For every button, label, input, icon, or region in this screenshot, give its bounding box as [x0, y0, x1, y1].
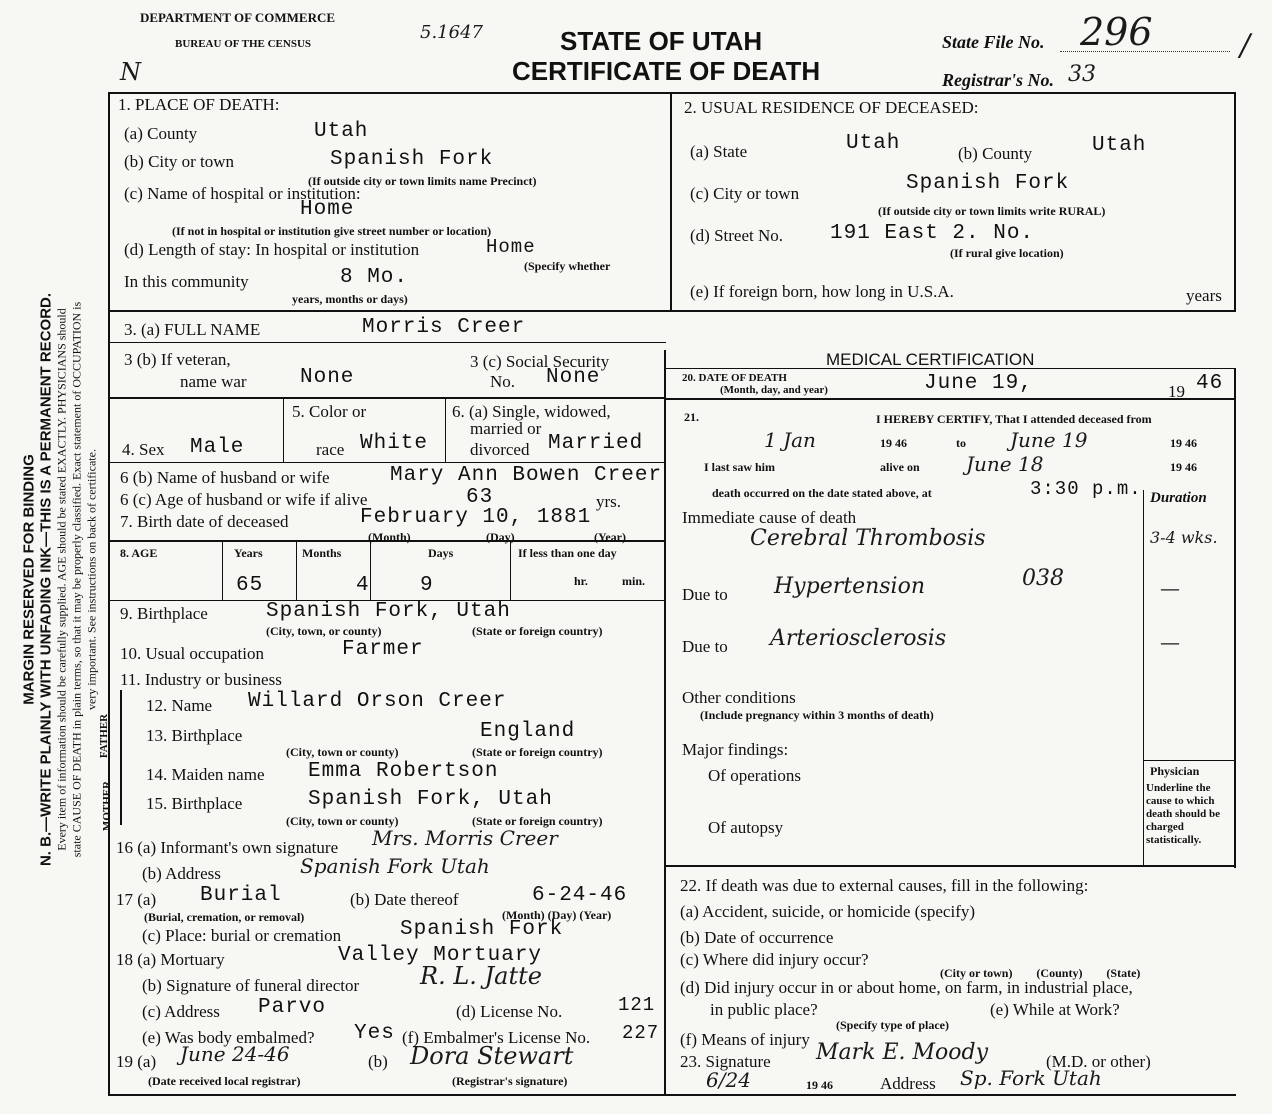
due1-code: 038: [1022, 566, 1064, 591]
attended-to-label: to: [956, 436, 966, 450]
autopsy-label: Of autopsy: [708, 818, 784, 837]
attended-from: 1 Jan: [764, 428, 816, 452]
community-note: years, months or days): [292, 292, 408, 306]
due1-label: Due to: [682, 585, 728, 604]
stay-value: Home: [486, 236, 536, 258]
signature-label: 23. Signature: [680, 1052, 771, 1071]
certify-text: I HEREBY CERTIFY, That I attended deceased from: [876, 412, 1152, 426]
res-state-value: Utah: [846, 132, 901, 155]
margin-line-2: Every item of information should be carefully supplied. AGE should be stated EXACTLY. PHYSICIANS should: [54, 308, 69, 851]
res-street-label: (d) Street No.: [690, 226, 784, 245]
stay-label: (d) Length of stay: In hospital or institution: [124, 240, 420, 259]
dod-label-2: (Month, day, and year): [720, 384, 828, 396]
spouse-age-yrs: yrs.: [596, 492, 622, 511]
res-city-value: Spanish Fork: [906, 172, 1070, 195]
director-signature: R. L. Jatte: [420, 962, 542, 990]
certificate-title: CERTIFICATE OF DEATH: [512, 56, 821, 86]
county-label: (a) County: [124, 124, 198, 143]
res-foreign-label: (e) If foreign born, how long in U.S.A.: [690, 282, 954, 301]
veteran-label-2: name war: [180, 372, 247, 391]
registrar-signature: Dora Stewart: [410, 1042, 574, 1070]
informant-signature: Mrs. Morris Creer: [372, 826, 558, 850]
age-years-value: 65: [236, 574, 264, 597]
occurred-label: death occurred on the date stated above, at: [712, 486, 932, 500]
row-rule-3: [108, 397, 666, 399]
hospital-note: (If not in hospital or institution give street number or location): [172, 224, 492, 238]
fd-address-value: Parvo: [258, 996, 327, 1019]
other-label: Other conditions: [682, 688, 796, 707]
age-months-value: 4: [356, 574, 370, 597]
state-title: STATE OF UTAH: [560, 26, 763, 56]
birthdate-day: (Day): [486, 530, 515, 544]
ss-label-2: No.: [490, 372, 516, 391]
license-value: 121: [618, 994, 656, 1016]
due1-dash: —: [1160, 576, 1180, 600]
res-city-note: (If outside city or town limits write RURAL): [878, 204, 1106, 218]
physician-signature: Mark E. Moody: [816, 1040, 989, 1065]
res-county-label: (b) County: [958, 144, 1033, 163]
dod-value: June 19,: [924, 372, 1033, 395]
mortuary-label: 18 (a) Mortuary: [116, 950, 225, 969]
dod-year-value: 46: [1196, 372, 1224, 395]
registrar-no: 33: [1068, 62, 1096, 87]
margin-line-4: very important. See instructions on back of certificate.: [84, 449, 99, 710]
medical-heading: MEDICAL CERTIFICATION: [826, 350, 1035, 369]
accident-label: (a) Accident, suicide, or homicide (specify): [680, 902, 976, 921]
birthplace-note-1: (City, town, or county): [266, 624, 382, 638]
age-col-4: [510, 541, 511, 601]
certify-number: 21.: [684, 410, 699, 424]
color-value: White: [360, 432, 429, 455]
father-bp-label: 13. Birthplace: [146, 726, 243, 745]
community-value: 8 Mo.: [340, 266, 409, 289]
received-value: June 24-46: [180, 1042, 290, 1066]
fullname-label: 3. (a) FULL NAME: [124, 320, 261, 339]
other-note: (Include pregnancy within 3 months of death): [700, 708, 934, 722]
immediate-label: Immediate cause of death: [682, 508, 857, 527]
spouse-value: Mary Ann Bowen Creer: [390, 464, 663, 487]
age-months-label: Months: [302, 546, 342, 560]
occupation-value: Farmer: [342, 638, 424, 661]
sig-address-label: Address: [880, 1074, 936, 1093]
age-col-2: [296, 541, 297, 601]
lastsaw-year: 19 46: [1170, 460, 1197, 474]
time-value: 3:30 p.m.: [1030, 478, 1142, 500]
margin-binding-text: [21, 80, 100, 1080]
where-note: (City or town) (County) (State): [940, 966, 1141, 980]
received-label: 19 (a): [116, 1052, 157, 1071]
registrar-sig-note: (Registrar's signature): [452, 1074, 568, 1088]
corner-slash: /: [1240, 28, 1251, 63]
dod-label-1: 20. DATE OF DEATH: [682, 372, 787, 384]
age-min-label: min.: [622, 574, 646, 588]
major-label: Major findings:: [682, 740, 789, 759]
age-less-label: If less than one day: [518, 546, 617, 560]
age-days-value: 9: [420, 574, 434, 597]
attended-to: June 19: [1010, 428, 1088, 452]
sex-label: 4. Sex: [122, 440, 165, 459]
due2-cause: Arteriosclerosis: [770, 626, 947, 651]
external-label: 22. If death was due to external causes, fill in the following:: [680, 876, 1089, 895]
alive-label: alive on: [880, 460, 920, 474]
home-note: (Specify type of place): [836, 1018, 949, 1032]
embalmed-label: (e) Was body embalmed?: [142, 1028, 315, 1047]
received-note: (Date received local registrar): [148, 1074, 301, 1088]
mother-bp-value: Spanish Fork, Utah: [308, 788, 553, 811]
where-label: (c) Where did injury occur?: [680, 950, 869, 969]
mother-tag: MOTHER: [101, 780, 114, 832]
duration-col-rule: [1143, 490, 1144, 865]
age-col-1: [222, 541, 223, 601]
father-bp-note-2: (State or foreign country): [472, 745, 603, 759]
fullname-value: Morris Creer: [362, 316, 526, 339]
city-value: Spanish Fork: [330, 148, 494, 171]
mother-bp-note-2: (State or foreign country): [472, 814, 603, 828]
occurrence-label: (b) Date of occurrence: [680, 928, 834, 947]
fd-address-label: (c) Address: [142, 1002, 220, 1021]
bureau-label: BUREAU OF THE CENSUS: [175, 38, 312, 50]
burial-note: (Burial, cremation, or removal): [144, 910, 305, 924]
birthplace-note-2: (State or foreign country): [472, 624, 603, 638]
res-years-label: years: [1186, 286, 1222, 305]
birthdate-label: 7. Birth date of deceased: [120, 512, 289, 531]
father-bp-value: England: [480, 720, 576, 743]
industry-label: 11. Industry or business: [120, 670, 282, 689]
marital-label-3: divorced: [470, 440, 530, 459]
registrar-label: Registrar's No.: [942, 70, 1055, 90]
center-rule-top: [670, 92, 672, 312]
informant-label: 16 (a) Informant's own signature: [116, 838, 339, 857]
row-rule-2: [108, 342, 666, 343]
margin-line-1: N. B.—WRITE PLAINLY WITH UNFADING INK—THIS IS A PERMANENT RECORD.: [37, 292, 55, 867]
father-name-label: 12. Name: [146, 696, 213, 715]
res-street-value: 191 East 2. No.: [830, 222, 1035, 245]
registrar-sig-label: (b): [368, 1052, 388, 1071]
outer-right-rule: [1234, 92, 1236, 312]
marital-value: Married: [548, 432, 644, 455]
header-scribble: 5.1647: [420, 22, 483, 43]
sig-date: 6/24: [706, 1068, 751, 1092]
father-bp-note-1: (City, town or county): [286, 745, 399, 759]
birthplace-value: Spanish Fork, Utah: [266, 600, 511, 623]
operations-label: Of operations: [708, 766, 802, 785]
res-state-label: (a) State: [690, 142, 748, 161]
corner-mark: N: [120, 58, 141, 86]
embalmer-value: 227: [622, 1022, 660, 1044]
burial-date-note: (Month) (Day) (Year): [502, 908, 612, 922]
due1-cause: Hypertension: [774, 574, 926, 599]
attended-from-year: 19 46: [880, 436, 907, 450]
county-value: Utah: [314, 120, 369, 143]
means-label: (f) Means of injury: [680, 1030, 810, 1049]
md-label: (M.D. or other): [1046, 1052, 1151, 1071]
color-col-rule: [283, 398, 284, 462]
physician-box-title: Physician: [1150, 764, 1200, 778]
lastsaw-label: I last saw him: [704, 460, 776, 474]
address-label: (b) Address: [142, 864, 221, 883]
license-label: (d) License No.: [456, 1002, 563, 1021]
spouse-age-label: 6 (c) Age of husband or wife if alive: [120, 490, 368, 509]
marital-label-2: married or: [470, 419, 542, 438]
res-street-note: (If rural give location): [950, 246, 1064, 260]
home-label-1: (d) Did injury occur in or about home, on farm, in industrial place,: [680, 978, 1133, 997]
burial-date-value: 6-24-46: [532, 884, 628, 907]
burial-place-label: (c) Place: burial or cremation: [142, 926, 342, 945]
physician-box-text: Underline the cause to which death should be charged statistically.: [1146, 782, 1220, 846]
due2-label: Due to: [682, 637, 728, 656]
sex-value: Male: [190, 436, 245, 459]
age-years-label: Years: [234, 546, 263, 560]
residence-heading: 2. USUAL RESIDENCE OF DECEASED:: [684, 98, 979, 117]
lastsaw-value: June 18: [966, 452, 1044, 476]
ss-value: None: [546, 366, 601, 389]
birthdate-month: (Month): [368, 530, 411, 544]
age-label: 8. AGE: [120, 546, 158, 560]
burial-label: 17 (a): [116, 890, 157, 909]
outer-left-rule: [108, 92, 110, 1096]
immediate-duration: 3-4 wks.: [1150, 528, 1218, 547]
marital-col-rule: [445, 398, 446, 462]
father-name-value: Willard Orson Creer: [248, 690, 507, 713]
veteran-value: None: [300, 366, 355, 389]
parent-bracket: [120, 690, 122, 825]
state-file-label: State File No.: [942, 32, 1045, 52]
embalmed-value: Yes: [354, 1022, 395, 1045]
city-note: (If outside city or town limits name Precinct): [308, 174, 537, 188]
address-signature: Spanish Fork Utah: [300, 854, 490, 878]
embalmer-label: (f) Embalmer's License No.: [402, 1028, 591, 1047]
row-rule-1: [108, 310, 1236, 312]
mother-bp-label: 15. Birthplace: [146, 794, 243, 813]
res-county-value: Utah: [1092, 134, 1147, 157]
medical-row-rule-2: [666, 865, 1234, 867]
sig-address: Sp. Fork Utah: [960, 1066, 1102, 1090]
occupation-label: 10. Usual occupation: [120, 644, 264, 663]
burial-date-label: (b) Date thereof: [350, 890, 459, 909]
mother-name-label: 14. Maiden name: [146, 765, 265, 784]
sig-year: 19 46: [806, 1078, 833, 1092]
work-label: (e) While at Work?: [990, 1000, 1120, 1019]
birthdate-year: (Year): [594, 530, 626, 544]
mother-name-value: Emma Robertson: [308, 760, 499, 783]
birthdate-value: February 10, 1881: [360, 506, 592, 529]
director-label: (b) Signature of funeral director: [142, 976, 360, 995]
dod-year-prefix: 19: [1168, 382, 1185, 401]
marital-label-1: 6. (a) Single, widowed,: [452, 402, 611, 421]
medical-row-rule-1: [666, 398, 1234, 400]
spouse-label: 6 (b) Name of husband or wife: [120, 468, 330, 487]
outer-top-rule: [108, 92, 1236, 94]
due2-dash: —: [1160, 630, 1180, 654]
city-label: (b) City or town: [124, 152, 235, 171]
attended-to-year: 19 46: [1170, 436, 1197, 450]
state-file-no: 296: [1080, 10, 1153, 54]
father-tag: FATHER: [98, 713, 111, 759]
duration-label: Duration: [1150, 490, 1207, 506]
birthplace-label: 9. Birthplace: [120, 604, 208, 623]
row-rule-4: [108, 462, 666, 463]
dept-label: DEPARTMENT OF COMMERCE: [140, 10, 336, 25]
place-heading: 1. PLACE OF DEATH:: [118, 95, 280, 114]
hospital-label: (c) Name of hospital or institution:: [124, 184, 361, 203]
age-col-3: [370, 541, 371, 601]
color-label-1: 5. Color or: [292, 402, 367, 421]
mortuary-value: Valley Mortuary: [338, 944, 543, 967]
color-label-2: race: [316, 440, 345, 459]
mother-bp-note-1: (City, town or county): [286, 814, 399, 828]
res-city-label: (c) City or town: [690, 184, 800, 203]
hospital-value: Home: [300, 198, 355, 221]
ss-label-1: 3 (c) Social Security: [470, 352, 610, 371]
outer-bottom-rule: [108, 1094, 1236, 1096]
margin-line-0: MARGIN RESERVED FOR BINDING: [20, 454, 38, 705]
burial-place-value: Spanish Fork: [400, 918, 564, 941]
margin-line-3: state CAUSE OF DEATH in plain terms, so that it may be properly classified. Exact statement of OCCUPATION is: [69, 301, 84, 858]
age-days-label: Days: [428, 546, 454, 560]
veteran-label-1: 3 (b) If veteran,: [124, 350, 231, 369]
physician-box-top: [1143, 760, 1235, 761]
medical-right-rule: [1234, 368, 1236, 868]
burial-value: Burial: [200, 884, 282, 907]
age-hr-label: hr.: [574, 574, 588, 588]
immediate-cause: Cerebral Thrombosis: [750, 526, 986, 551]
community-label: In this community: [124, 272, 249, 291]
home-label-2: in public place?: [710, 1000, 818, 1019]
spouse-age-value: 63: [466, 486, 494, 509]
specify-note: (Specify whether: [524, 259, 611, 273]
